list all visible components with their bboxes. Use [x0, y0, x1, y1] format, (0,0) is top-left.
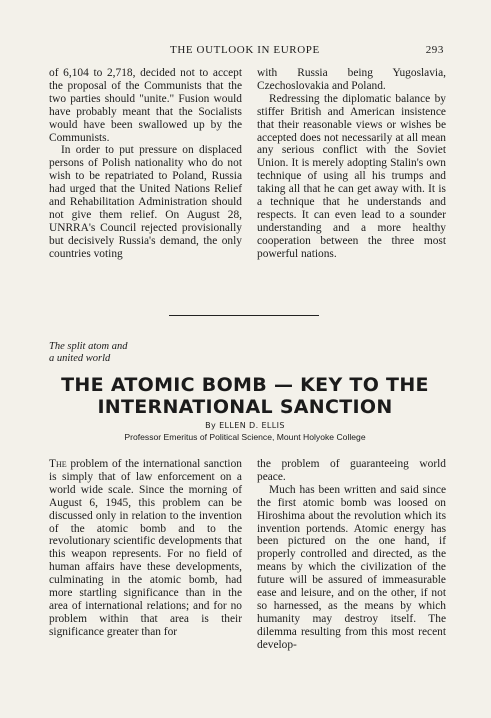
paragraph: the problem of guaranteeing world peace.	[257, 458, 446, 483]
paragraph: of 6,104 to 2,718, decided not to accept the proposal of the Communists that the two parties should "unite." Fusion would have probably meant that the Socialists would have been swallowed up by the Communists.	[49, 67, 242, 144]
article-byline: By ELLEN D. ELLIS	[205, 421, 285, 430]
article-kicker	[49, 341, 127, 365]
article-column-right	[257, 458, 446, 652]
previous-article-column-left	[49, 67, 242, 261]
previous-article-column-right	[257, 67, 446, 261]
article-column-left	[49, 458, 242, 639]
paragraph: Much has been written and said since the first atomic bomb was loosed on Hiroshima about the revolution which its invention portends. Atomic energy has been pictured on the one hand, if properly controlled and directed, as the means by which the civilization of the future will be assured of immeasurable ease and leisure, and on the other, if not so harnessed, as the means by which humanity may destroy itself. The dilemma resulting from this most recent develop-	[257, 483, 446, 651]
headline-line: THE ATOMIC BOMB — KEY TO THE	[61, 374, 429, 396]
article-headline	[40, 374, 450, 418]
paragraph: Redressing the diplomatic balance by stiffer British and American insistence that their reasonable views or wishes be accepted does not necessarily at all mean any serious conflict with the Soviet Union. It is merely adopting Stalin's own technique of using all his trumps and taking all that he can get away with. It is a technique that he understands and respects. It can even lead to a sounder understanding and a more healthy cooperation between the three most powerful nations.	[257, 92, 446, 260]
headline-line: INTERNATIONAL SANCTION	[97, 396, 393, 418]
kicker-line: a united world	[49, 353, 111, 364]
page-number: 293	[425, 44, 444, 56]
paragraph: with Russia being Yugoslavia, Czechoslovakia and Poland.	[257, 67, 446, 92]
kicker-line: The split atom and	[49, 341, 128, 352]
paragraph: In order to put pressure on displaced persons of Polish nationality who do not wish to be repatriated to Poland, Russia had urged that the United Nations Relief and Rehabilitation Administration should not give them relief. On August 28, UNRRA's Council rejected provisionally but decisively Russia's demand, the only countries voting	[49, 144, 242, 260]
running-head-title: THE OUTLOOK IN EUROPE	[170, 44, 320, 56]
paragraph-text: problem of the international sanction is simply that of law enforcement on a world wide scale. Since the morning of August 6, 1945, this problem can be discussed only in relation to the invention of the atomic bomb and to the revolutionary scientific developments that this weapon represents. For no field of human affairs have these developments, culminating in the atomic bomb, had more startling significance than in the area of international relations; and for no problem within that area is their significance greater than for	[49, 458, 242, 638]
paragraph	[49, 458, 242, 639]
lead-word: The	[49, 458, 67, 470]
section-divider	[169, 315, 319, 316]
author-affiliation: Professor Emeritus of Political Science, Mount Holyoke College	[124, 432, 366, 442]
